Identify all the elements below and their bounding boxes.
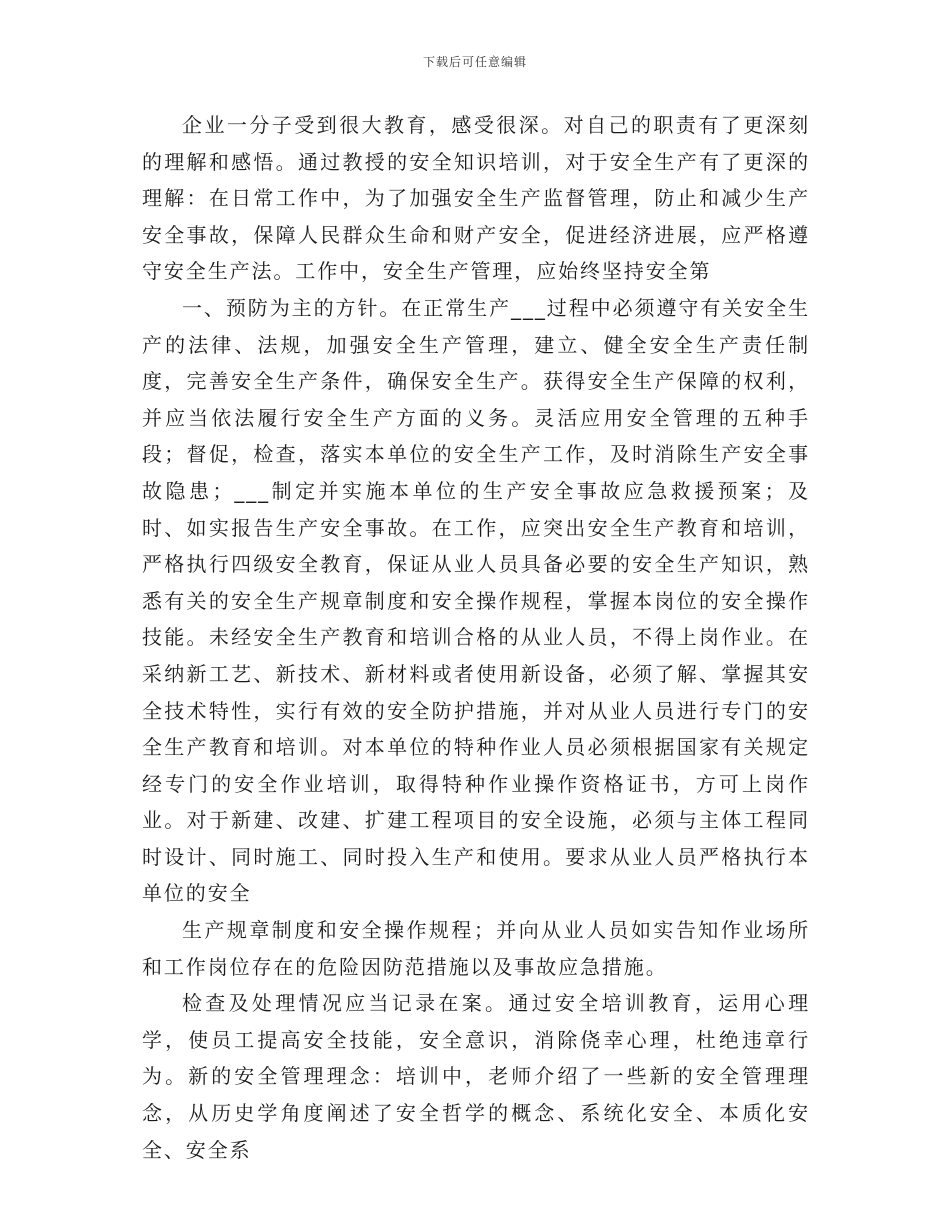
page-header: 下载后可任意编辑 bbox=[422, 55, 527, 69]
paragraph-4: 检查及处理情况应当记录在案。通过安全培训教育，运用心理学，使员工提高安全技能，安全意识，消除侥幸心理，杜绝违章行为。新的安全管理理念：培训中，老师介绍了一些新的安全管理理念，从历史学角度阐述了安全哲学的概念、系统化安全、本质化安全、安全系 bbox=[142, 991, 810, 1162]
paragraph-3: 生产规章制度和安全操作规程；并向从业人员如实告知作业场所和工作岗位存在的危险因防范措施以及事故应急措施。 bbox=[142, 918, 810, 979]
document-body bbox=[142, 107, 810, 1168]
paragraph-1: 企业一分子受到很大教育，感受很深。对自己的职责有了更深刻的理解和感悟。通过教授的安全知识培训，对于安全生产有了更深的理解：在日常工作中，为了加强安全生产监督管理，防止和减少生产安全事故，保障人民群众生命和财产安全，促进经济进展，应严格遵守安全生产法。工作中，安全生产管理，应始终坚持安全第 bbox=[142, 113, 810, 284]
paragraph-2: 一、预防为主的方针。在正常生产___过程中必须遵守有关安全生产的法律、法规，加强安全生产管理，建立、健全安全生产责任制度，完善安全生产条件，确保安全生产。获得安全生产保障的权利，并应当依法履行安全生产方面的义务。灵活应用安全管理的五种手段；督促，检查，落实本单位的安全生产工作，及时消除生产安全事故隐患；___制定并实施本单位的生产安全事故应急救援预案；及时、如实报告生产安全事故。在工作，应突出安全生产教育和培训，严格执行四级安全教育，保证从业人员具备必要的安全生产知识，熟悉有关的安全生产规章制度和安全操作规程，掌握本岗位的安全操作技能。未经安全生产教育和培训合格的从业人员，不得上岗作业。在采纳新工艺、新技术、新材料或者使用新设备，必须了解、掌握其安全技术特性，实行有效的安全防护措施，并对从业人员进行专门的安全生产教育和培训。对本单位的特种作业人员必须根据国家有关规定经专门的安全作业培训，取得特种作业操作资格证书，方可上岗作业。对于新建、改建、扩建工程项目的安全设施，必须与主体工程同时设计、同时施工、同时投入生产和使用。要求从业人员严格执行本单位的安全 bbox=[142, 295, 810, 906]
